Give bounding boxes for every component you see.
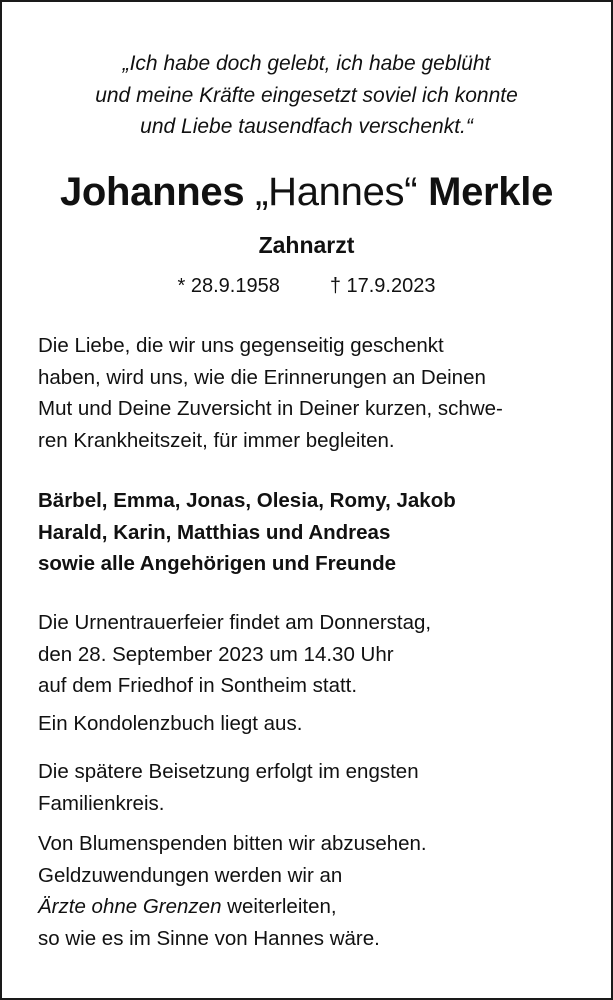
message-line: haben, wird uns, wie die Erinnerungen an Deinen xyxy=(38,365,486,389)
charity-name: Ärzte ohne Grenzen xyxy=(38,895,222,918)
ceremony-line: auf dem Friedhof in Sontheim statt. xyxy=(38,674,358,697)
burial-info xyxy=(38,756,598,819)
message-line: Mut und Deine Zuversicht in Deiner kurzen, schwe- xyxy=(38,397,503,420)
burial-line: Familienkreis. xyxy=(38,791,165,815)
death-date: † 17.9.2023 xyxy=(329,275,436,297)
ceremony-line: den 28. September 2023 um 14.30 Uhr xyxy=(38,642,394,666)
mourners-line: Harald, Karin, Matthias und Andreas xyxy=(38,520,391,544)
donation-line: Geldzuwendungen werden wir an xyxy=(38,863,343,887)
nickname: „Hannes“ xyxy=(255,170,418,214)
mourners-list xyxy=(38,485,598,580)
burial-line: Die spätere Beisetzung erfolgt im engsten xyxy=(38,760,419,783)
farewell-message xyxy=(38,330,598,456)
quote-line: und meine Kräfte eingesetzt soviel ich konnte xyxy=(95,83,518,107)
memorial-quote xyxy=(2,48,611,143)
message-line: Die Liebe, die wir uns gegenseitig geschenkt xyxy=(38,334,444,357)
donation-line xyxy=(38,891,598,923)
deceased-name xyxy=(2,168,611,216)
condolence-info xyxy=(38,708,598,740)
life-dates xyxy=(2,272,611,300)
donation-line-rest: weiterleiten, xyxy=(221,895,337,918)
first-name: Johannes xyxy=(59,170,245,214)
donation-line: Von Blumenspenden bitten wir abzusehen. xyxy=(38,832,427,855)
birth-date: * 28.9.1958 xyxy=(177,275,280,297)
last-name: Merkle xyxy=(428,170,554,214)
donation-info xyxy=(38,828,598,954)
mourners-line: sowie alle Angehörigen und Freunde xyxy=(38,552,397,575)
quote-line: und Liebe tausendfach verschenkt.“ xyxy=(140,115,473,138)
quote-line: „Ich habe doch gelebt, ich habe geblüht xyxy=(122,52,491,75)
condolence-line: Ein Kondolenzbuch liegt aus. xyxy=(38,712,303,735)
mourners-line: Bärbel, Emma, Jonas, Olesia, Romy, Jakob xyxy=(38,489,456,512)
donation-line: so wie es im Sinne von Hannes wäre. xyxy=(38,926,380,950)
ceremony-info xyxy=(38,607,598,702)
profession: Zahnarzt xyxy=(258,232,355,258)
ceremony-line: Die Urnentrauerfeier findet am Donnerstag, xyxy=(38,611,432,634)
message-line: ren Krankheitszeit, für immer begleiten. xyxy=(38,428,395,452)
